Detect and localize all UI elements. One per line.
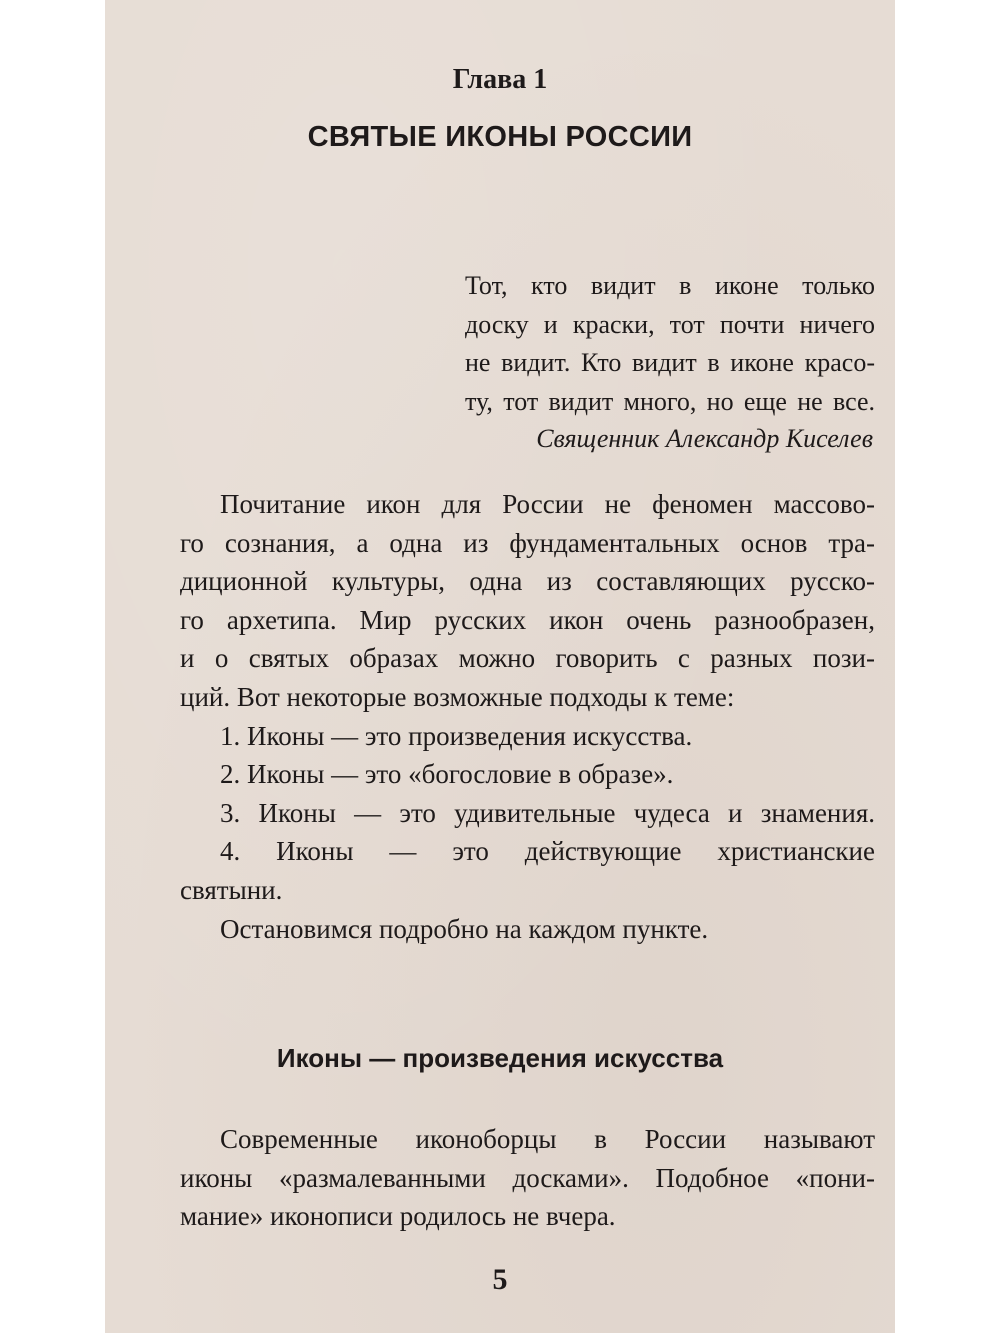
body-line: Почитание икон для России не феномен массово- [220, 489, 875, 519]
chapter-label: Глава 1 [452, 64, 548, 95]
chapter-title: СВЯТЫЕ ИКОНЫ РОССИИ [307, 121, 693, 153]
epigraph-line: доску и краски, тот почти ничего [465, 309, 875, 339]
body-line: го сознания, а одна из фундаментальных основ тра- [180, 527, 875, 558]
section-title: Иконы — произведения искусства [276, 1043, 724, 1073]
epigraph [465, 267, 875, 421]
body-line: Современные иконоборцы в России называют [220, 1124, 875, 1154]
body-line: иконы «размалеванными досками». Подобное «пони- [180, 1162, 875, 1193]
list-item: 2. Иконы — это «богословие в образе». [220, 759, 674, 790]
body-line: мание» иконописи родилось не вчера. [180, 1201, 616, 1232]
epigraph-line: Тот, кто видит в иконе только [465, 271, 875, 300]
body-line: ций. Вот некоторые возможные подходы к теме: [180, 681, 735, 712]
body-line: Остановимся подробно на каждом пункте. [220, 913, 709, 944]
epigraph-line: не видит. Кто видит в иконе красо- [465, 348, 875, 377]
body-line: диционной культуры, одна из составляющих русско- [180, 566, 875, 597]
body-line: го архетипа. Мир русских икон очень разнообразен, [180, 604, 875, 635]
intro-paragraphs [180, 485, 875, 948]
section-paragraph [180, 1120, 875, 1236]
epigraph-line: ту, тот видит много, но еще не все. [465, 386, 875, 416]
page-number: 5 [492, 1263, 508, 1296]
book-page [105, 0, 895, 1333]
list-item-continuation: святыни. [180, 874, 283, 905]
list-item: 1. Иконы — это произведения искусства. [220, 720, 693, 751]
list-item: 4. Иконы — это действующие христианские [220, 836, 875, 867]
list-item: 3. Иконы — это удивительные чудеса и знамения. [220, 797, 875, 828]
body-line: и о святых образах можно говорить с разных пози- [180, 643, 875, 674]
epigraph-author: Священник Александр Киселев [536, 424, 873, 453]
